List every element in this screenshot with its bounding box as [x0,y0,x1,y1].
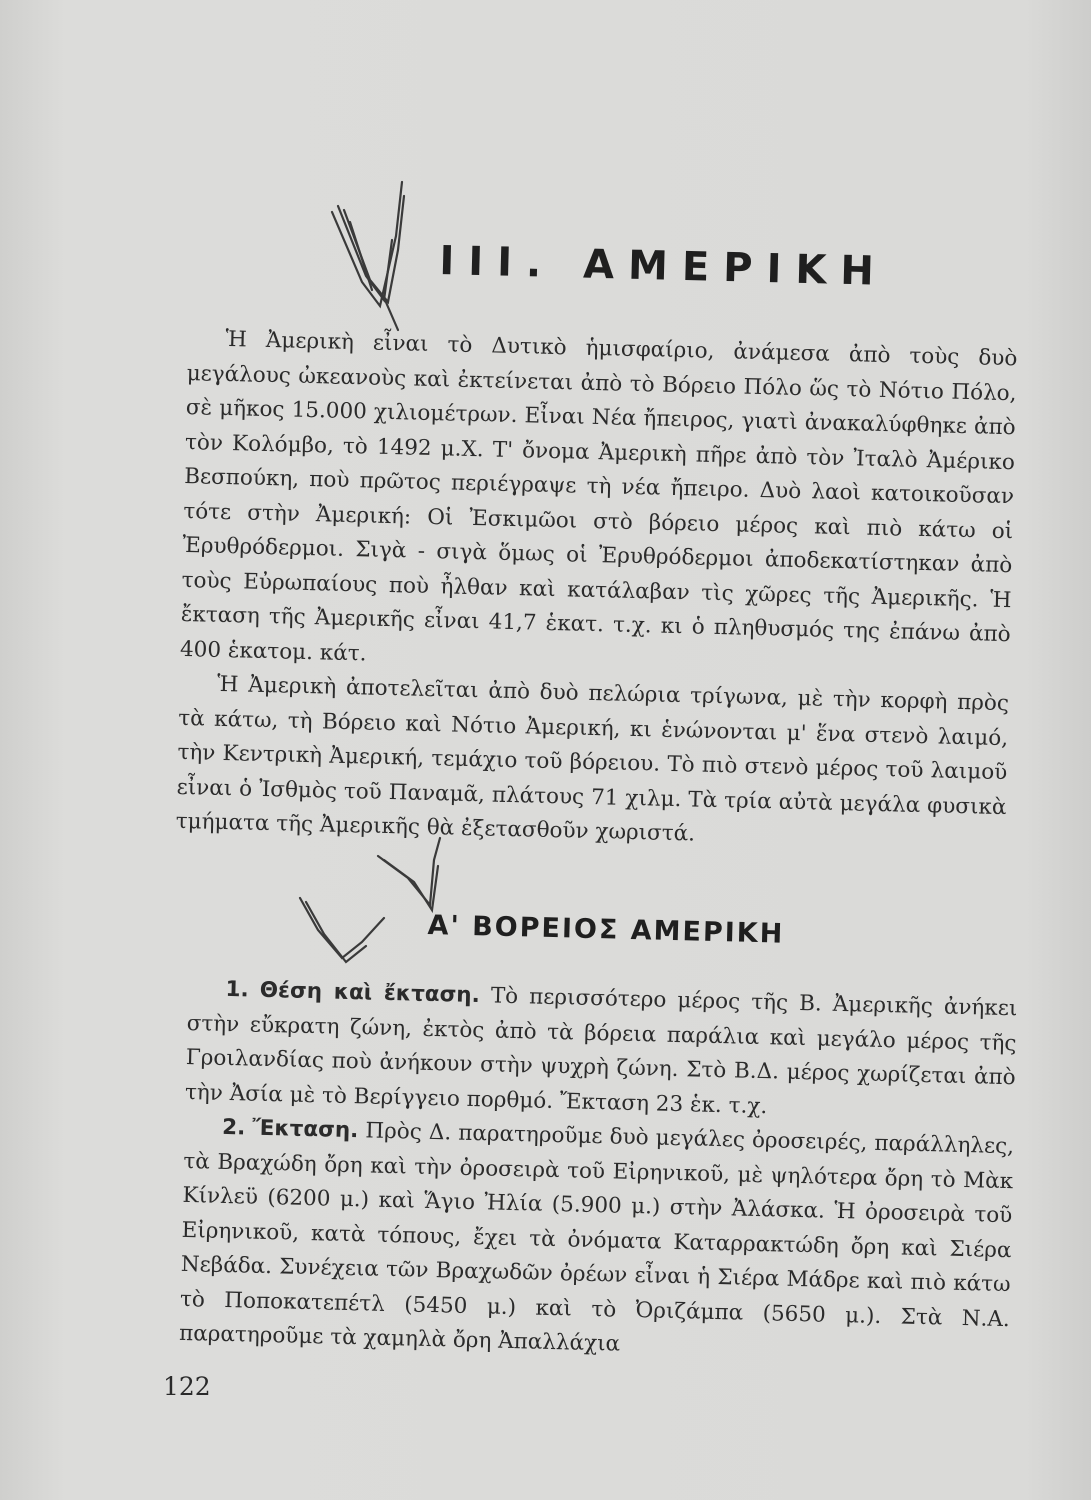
page-number: 122 [163,1372,211,1401]
section-title: Α' ΒΟΡΕΙΟΣ ΑΜΕΡΙΚΗ [427,910,785,950]
checkmark-icon [300,838,440,962]
chapter-paragraph-1: Ἡ Ἀμερικὴ εἶναι τὸ Δυτικὸ ἡμισφαίριο, ἀνάμεσα ἀπὸ τοὺς δυὸ μεγάλους ὠκεανοὺς καὶ ἐκτείνεται ἀπὸ τὸ Βόρειο Πόλο ὥς τὸ Νότιο Πόλο, σὲ μῆκος 15.000 χιλιομέτρων. Εἶναι Νέα ἤπειρος, γιατὶ ἀνακαλύφθηκε ἀπὸ τὸν Κολόμβο, τὸ 1492 μ.Χ. Τ' ὄνομα Ἀμερικὴ πῆρε ἀπὸ τὸν Ἰταλὸ Ἀμέρικο Βεσπούκη, ποὺ πρῶτος περιέγραψε τὴ νέα ἤπειρο. Δυὸ λαοὶ κατοικοῦσαν τότε στὴν Ἀμερική: Οἱ Ἐσκιμῶοι στὸ βόρειο μέρος καὶ πιὸ κάτω οἱ Ἐρυθρόδερμοι. Σιγὰ - σιγὰ ὅμως οἱ Ἐρυθρόδερμοι ἀποδεκατίστηκαν ἀπὸ τοὺς Εὐρωπαίους ποὺ ἦλθαν καὶ κατάλαβαν τὶς χῶρες τῆς Ἀμερικῆς. Ἡ ἔκταση τῆς Ἀμερικῆς εἶναι 41,7 ἑκατ. τ.χ. κι ὁ πληθυσμός της ἐπάνω ἀπὸ 400 ἑκατομ. κάτ. [179,326,1018,666]
section-item-1 [185,972,1018,1130]
chapter-title: III. ΑΜΕΡΙΚΗ [438,238,889,295]
item-text: Τὸ περισσότερο μέρος τῆς Β. Ἀμερικῆς ἀνήκει στὴν εὔκρατη ζώνη, ἐκτὸς ἀπὸ τὰ βόρεια παράλια καὶ μεγάλο μέρος τῆς Γροιλανδίας ποὺ ἀνήκουν στὴν ψυχρὴ ζώνη. Στὸ Β.Δ. μέρος χωρίζεται ἀπὸ τὴν Ἀσία μὲ τὸ Βερίγγειο πορθμό. Ἔκταση 23 ἑκ. τ.χ. [184,983,1018,1119]
chapter-body [175,322,1017,860]
item-heading: Ἔκταση. [252,1115,359,1144]
section-body [179,972,1018,1372]
chapter-paragraph-2: Ἡ Ἀμερικὴ ἀποτελεῖται ἀπὸ δυὸ πελώρια τρίγωνα, μὲ τὴν κορφὴ πρὸς τὰ κάτω, τὴ Βόρειο καὶ Νότιο Ἀμερική, κι ἑνώνονται μ' ἕνα στενὸ λαιμό, τὴν Κεντρικὴ Ἀμερική, τεμάχιο τοῦ βόρειου. Τὸ πιὸ στενὸ μέρος τοῦ λαιμοῦ εἶναι ὁ Ἰσθμὸς τοῦ Παναμᾶ, πλάτους 71 χιλμ. Τὰ τρία αὐτὰ μεγάλα φυσικὰ τμήματα τῆς Ἀμερικῆς θὰ ἐξετασθοῦν χωριστά. [175,671,1010,847]
item-number: 2. [221,1114,246,1141]
item-heading: Θέση καὶ ἔκταση. [259,977,481,1009]
item-number: 1. [225,976,250,1003]
section-item-2 [179,1110,1015,1372]
checkmark-icon [332,182,404,330]
item-text: Πρὸς Δ. παρατηροῦμε δυὸ μεγάλες ὀροσειρές, παράλληλες, τὰ Βραχώδη ὄρη καὶ τὴν ὀροσειρὰ τοῦ Εἰρηνικοῦ, μὲ ψηλότερα ὄρη τὸ Μὰκ Κίνλεϋ (6200 μ.) καὶ Ἅγιο Ἠλία (5.900 μ.) στὴν Ἀλάσκα. Ἡ ὀροσειρὰ τοῦ Εἰρηνικοῦ, κατὰ τόπους, ἔχει τὰ ὀνόματα Καταρρακτώδη ὄρη καὶ Σιέρα Νεβάδα. Συνέχεια τῶν Βραχωδῶν ὀρέων εἶναι ἡ Σιέρα Μάδρε καὶ πιὸ κάτω τὸ Ποποκατεπέτλ (5450 μ.) καὶ τὸ Ὀριζάμπα (5650 μ.). Στὰ Ν.Α. παρατηροῦμε τὰ χαμηλὰ ὄρη Ἀπαλλάχια [178,1118,1015,1357]
